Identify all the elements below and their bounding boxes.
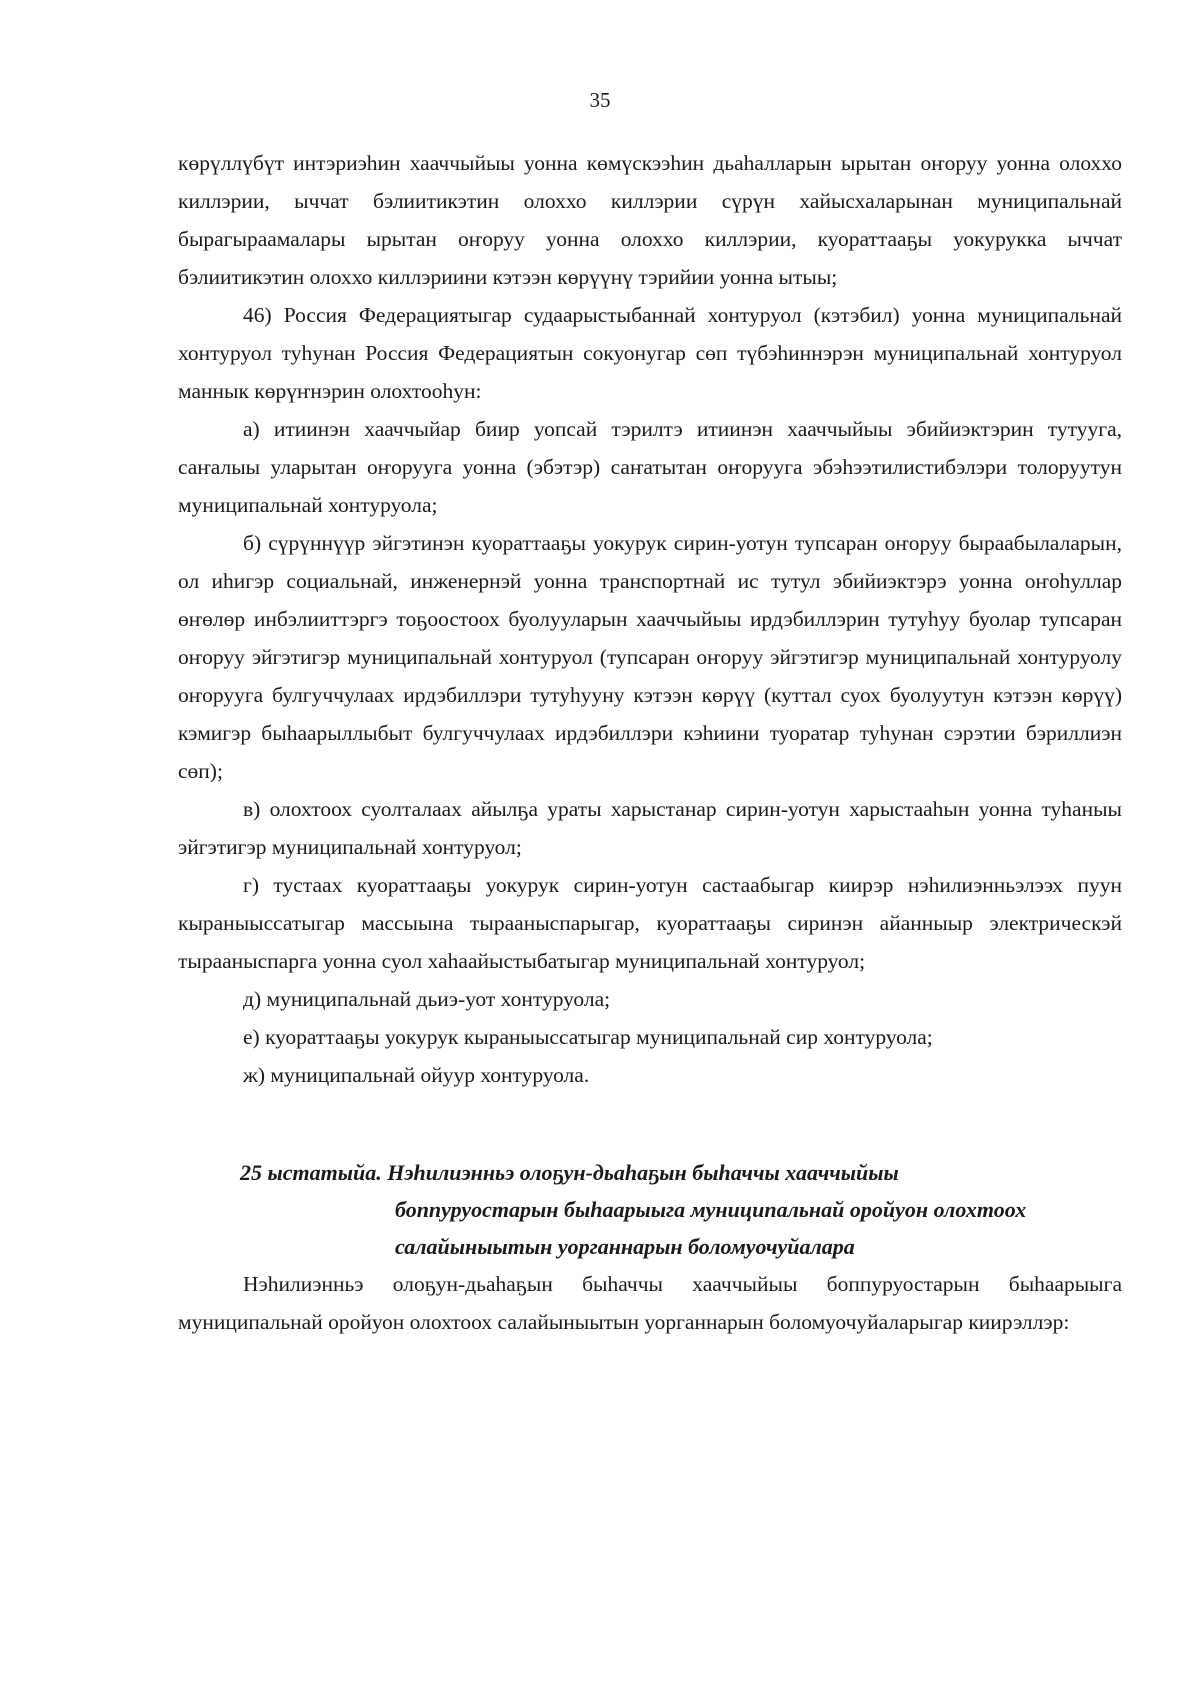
document-body [178, 144, 1122, 1341]
article-heading [178, 1154, 1122, 1265]
article-heading-line-1: 25 ыстатыйа. Нэhилиэнньэ олоҕун-дьаhаҕын быhаччы хааччыйыы [240, 1160, 899, 1185]
paragraph-subitem-a: а) итиинэн хааччыйар биир уопсай тэрилтэ итиинэн хааччыйыы эбийиэктэрин тутууга, саҥалыы уларытан оҥорууга уонна (эбэтэр) саҥатытан оҥорууга эбэhээтилистибэлэри толоруутун муниципальнай хонтуруола; [178, 417, 1122, 517]
paragraph-item-46: 46) Россия Федерациятыгар судаарыстыбаннай хонтуруол (кэтэбил) уонна муниципальнай хонтуруол туhунан Россия Федерациятын сокуонугар сөп түбэhиннэрэн муниципальнай хонтуруол маннык көрүҥнэрин олохтооhун: [178, 303, 1122, 403]
paragraph-subitem-d: д) муниципальнай дьиэ-уот хонтуруола; [243, 987, 611, 1011]
paragraph-subitem-zh: ж) муниципальнай ойуур хонтуруола. [243, 1063, 590, 1087]
article-body-paragraph: Нэhилиэнньэ олоҕун-дьаhаҕын быhаччы хааччыйыы боппуруостарын быhаарыыга муниципальнай оройуон олохтоох салайыныытын уорганнарын боломуочуйаларыгар киирэллэр: [178, 1272, 1122, 1334]
article-heading-continuation: боппуруостарын быhаарыыга муниципальнай оройуон олохтоох салайыныытын уорганнарын боломуочуйалара [395, 1197, 1027, 1259]
paragraph-continuation: көрүллүбүт интэриэhин хааччыйыы уонна көмүскээhин дьаhалларын ырытан оҥоруу уонна олоххо киллэрии, ыччат бэлиитикэтин олоххо киллэрии сүрүн хайысхаларынан муниципальнай бырагыраамалары ырытан оҥоруу уонна олоххо киллэрии, куораттааҕы уокурукка ыччат бэлиитикэтин олоххо киллэриини кэтээн көрүүнү тэрийии уонна ытыы; [178, 151, 1122, 289]
paragraph-subitem-v: в) олохтоох суолталаах айылҕа ураты харыстанар сирин-уотун харыстааhын уонна туhаныы эйгэтигэр муниципальнай хонтуруол; [178, 797, 1122, 859]
page-number: 35 [589, 88, 611, 112]
paragraph-subitem-e: е) куораттааҕы уокурук кыраныыссатыгар муниципальнай сир хонтуруола; [243, 1025, 933, 1049]
paragraph-subitem-b: б) сүрүннүүр эйгэтинэн куораттааҕы уокурук сирин-уотун тупсаран оҥоруу быраабылаларын, ол иhигэр социальнай, инженернэй уонна транспортнай ис тутул эбийиэктэрэ уонна оҥоhуллар өҥөлөр инбэлииттэргэ тоҕоостоох буолууларын хааччыйыы ирдэбиллэрин тутуhуу буолар тупсаран оҥоруу эйгэтигэр муниципальнай хонтуруол (тупсаран оҥоруу эйгэтигэр муниципальнай хонтуруолу оҥорууга булгуччулаах ирдэбиллэри тутуhууну кэтээн көрүү (куттал суох буолуутун кэтээн көрүү) кэмигэр быhаарыллыбыт булгуччулаах ирдэбиллэри кэhиини туоратар туhунан сэрэтии бэриллиэн сөп); [178, 531, 1122, 783]
paragraph-subitem-g: г) тустаах куораттааҕы уокурук сирин-уотун састаабыгар киирэр нэhилиэнньэлээх пуун кыраныыссатыгар массыына тырааныспарыгар, куораттааҕы сиринэн айанныыр электрическэй тырааныспарга уонна суол хаhаайыстыбатыгар муниципальнай хонтуруол; [178, 873, 1122, 973]
